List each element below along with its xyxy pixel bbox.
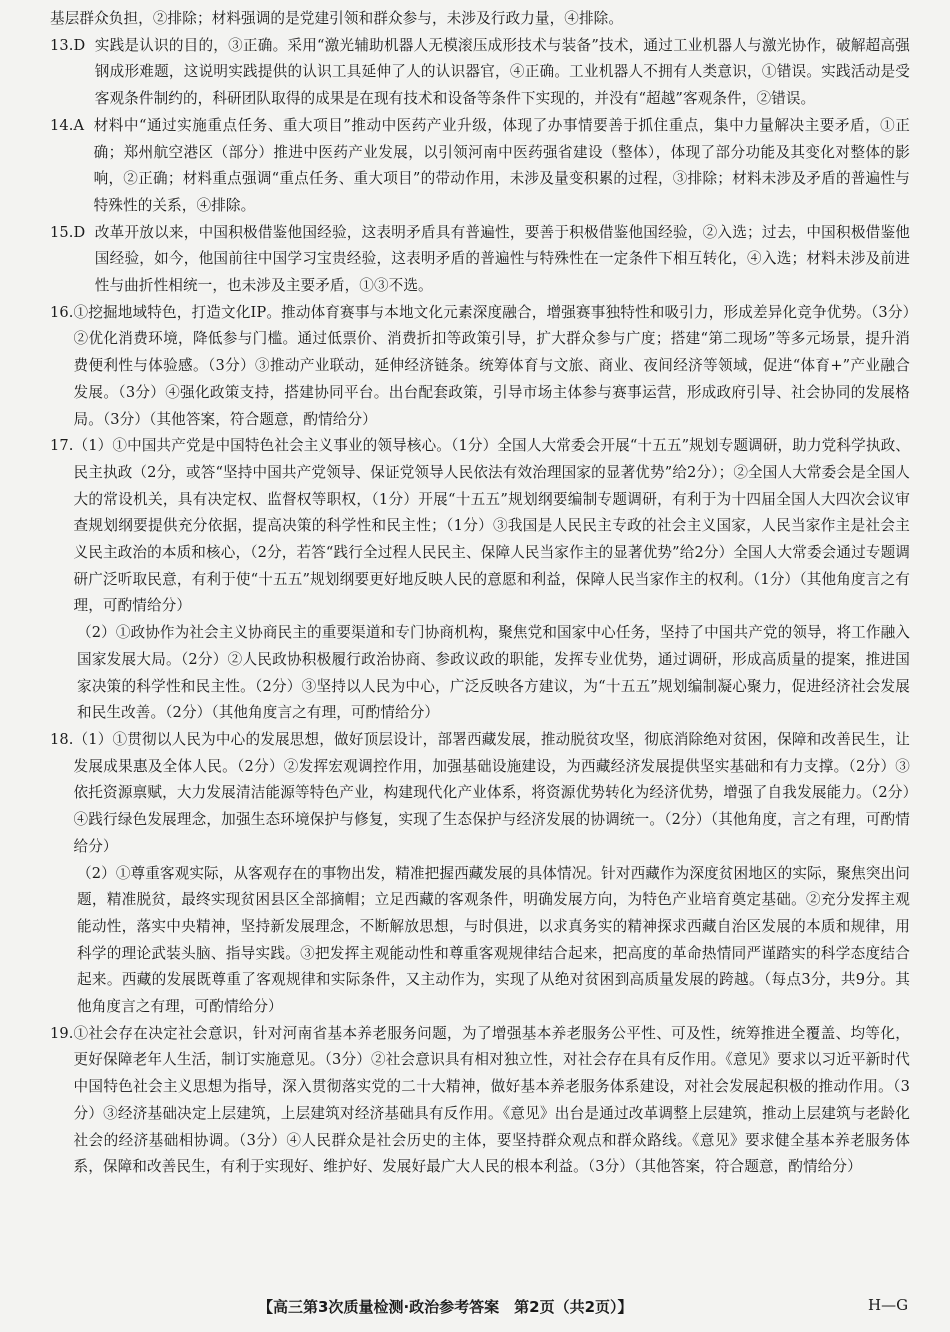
answer-item — [50, 727, 910, 861]
answer-item — [50, 113, 910, 220]
answer-content — [50, 6, 910, 1181]
answer-text: 实践是认识的目的，③正确。采用“激光辅助机器人无模滚压成形技术与装备”技术，通过工业机器人与激光协作，破解超高强钢成形难题，这说明实践提供的认识工具延伸了人的认识器官，④正确。工业机器人不拥有人类意识，①错误。实践活动是受客观条件制约的，科研团队取得的成果是在现有技术和设备等条件下实现的，并没有“超越”客观条件，②错误。 — [94, 36, 910, 108]
answer-item — [50, 433, 910, 620]
answer-text: （2）①政协作为社会主义协商民主的重要渠道和专门协商机构，聚焦党和国家中心任务，坚持了中国共产党的领导，将工作融入国家发展大局。（2分）②人民政协积极履行政治协商、参政议政的职能，发挥专业优势，通过调研，形成高质量的提案，推进国家决策的科学性和民主性。（2分）③坚持以人民为中心，广泛反映各方建议，为“十五五”规划编制凝心聚力，促进经济社会发展和民生改善。（2分）（其他角度言之有理，可酌情给分） — [77, 624, 910, 722]
footer-code: H—G — [868, 1296, 909, 1314]
intro-paragraph: 基层群众负担，②排除；材料强调的是党建引领和群众参与，未涉及行政力量，④排除。 — [50, 10, 624, 27]
answer-text: 改革开放以来，中国积极借鉴他国经验，这表明矛盾具有普遍性，要善于积极借鉴他国经验，②入选；过去，中国积极借鉴他国经验，如今，他国前往中国学习宝贵经验，这表明矛盾的普遍性与特殊性在一定条件下相互转化，④入选；材料未涉及前进性与曲折性相统一，也未涉及主要矛盾，①③不选。 — [94, 223, 910, 295]
answer-item — [50, 620, 910, 727]
question-number: 16. — [50, 303, 74, 321]
question-number: 15.D — [50, 223, 95, 241]
question-number: 18. — [50, 730, 74, 748]
question-number: 17. — [50, 437, 74, 455]
answer-text: ①社会存在决定社会意识，针对河南省基本养老服务问题，为了增强基本养老服务公平性、可及性，统筹推进全覆盖、均等化，更好保障老年人生活，制订实施意见。（3分）②社会意识具有相对独立性，对社会存在具有反作用。《意见》要求以习近平新时代中国特色社会主义思想为指导，深入贯彻落实党的二十大精神，做好基本养老服务体系建设，对社会发展起积极的推动作用。（3分）③经济基础决定上层建筑，上层建筑对经济基础具有反作用。《意见》出台是通过改革调整上层建筑，推动上层建筑与老龄化社会的经济基础相协调。（3分）④人民群众是社会历史的主体，要坚持群众观点和群众路线。《意见》要求健全基本养老服务体系，保障和改善民生，有利于实现好、维护好、发展好最广大人民的根本利益。（3分）（其他答案，符合题意，酌情给分） — [73, 1024, 910, 1176]
answer-text: （1）①贯彻以人民为中心的发展思想，做好顶层设计，部署西藏发展，推动脱贫攻坚，彻底消除绝对贫困，保障和改善民生，让发展成果惠及全体人民。（2分）②发挥宏观调控作用，加强基础设施建设，为西藏经济发展提供坚实基础和有力支撑。（2分）③依托资源禀赋，大力发展清洁能源等特色产业，构建现代化产业体系，将资源优势转化为经济优势，增强了自我发展能力。（2分）④践行绿色发展理念，加强生态环境保护与修复，实现了生态保护与经济发展的协调统一。（2分）（其他角度，言之有理，可酌情给分） — [73, 730, 910, 855]
answer-item — [50, 861, 910, 1021]
answer-text: （2）①尊重客观实际，从客观存在的事物出发，精准把握西藏发展的具体情况。针对西藏作为深度贫困地区的实际，聚焦突出问题，精准脱贫，最终实现贫困县区全部摘帽；立足西藏的客观条件，明确发展方向，为特色产业培育奠定基础。②充分发挥主观能动性，落实中央精神，坚持新发展理念，不断解放思想，与时俱进，以求真务实的精神探求西藏自治区发展的本质和规律，用科学的理论武装头脑、指导实践。③把发挥主观能动性和尊重客观规律结合起来，把高度的革命热情同严谨踏实的科学态度结合起来。西藏的发展既尊重了客观规律和实际条件，又主动作为，实现了从绝对贫困到高质量发展的跨越。（每点3分，共9分。其他角度言之有理，可酌情给分） — [77, 864, 910, 1016]
question-number: 19. — [50, 1024, 74, 1042]
answer-item — [50, 300, 910, 434]
question-number: 14.A — [50, 116, 94, 134]
answer-text: ①挖掘地域特色，打造文化IP。推动体育赛事与本地文化元素深度融合，增强赛事独特性和吸引力，形成差异化竞争优势。（3分）②优化消费环境，降低参与门槛。通过低票价、消费折扣等政策引导，扩大群众参与广度；搭建“第二现场”等多元场景，提升消费便利性与体验感。（3分）③推动产业联动，延伸经济链条。统筹体育与文旅、商业、夜间经济等领域，促进“体育+”产业融合发展。（3分）④强化政策支持，搭建协同平台。出台配套政策，引导市场主体参与赛事运营，形成政府引导、社会协同的发展格局。（3分）（其他答案，符合题意，酌情给分） — [73, 303, 910, 428]
footer-title: 【高三第3次质量检测·政治参考答案 第2页（共2页）】 — [258, 1298, 633, 1316]
answer-item — [50, 33, 910, 113]
answer-text: 材料中“通过实施重点任务、重大项目”推动中医药产业升级，体现了办事情要善于抓住重点，集中力量解决主要矛盾，①正确；郑州航空港区（部分）推进中医药产业发展，以引领河南中医药强省建设（整体），体现了部分功能及其变化对整体的影响，②正确；材料重点强调“重点任务、重大项目”的带动作用，未涉及量变积累的过程，③排除；材料未涉及矛盾的普遍性与特殊性的关系，④排除。 — [93, 116, 910, 214]
answer-item — [50, 1021, 910, 1181]
question-number: 13.D — [50, 36, 95, 54]
answer-list — [50, 33, 910, 1181]
answer-text: （1）①中国共产党是中国特色社会主义事业的领导核心。（1分）全国人大常委会开展“十五五”规划专题调研，助力党科学执政、民主执政（2分，或答“坚持中国共产党领导、保证党领导人民依法有效治理国家的显著优势”给2分）；②全国人大常委会是全国人大的常设机关，具有决定权、监督权等职权，（1分）开展“十五五”规划纲要编制专题调研，有利于为十四届全国人大四次会议审查规划纲要提供充分依据，提高决策的科学性和民主性；（1分）③我国是人民民主专政的社会主义国家，人民当家作主是社会主义民主政治的本质和核心，（2分，若答“践行全过程人民民主、保障人民当家作主的显著优势”给2分）全国人大常委会通过专题调研广泛听取民意，有利于使“十五五”规划纲要更好地反映人民的意愿和利益，保障人民当家作主的权利。（1分）（其他角度言之有理，可酌情给分） — [73, 437, 910, 615]
answer-item — [50, 220, 910, 300]
